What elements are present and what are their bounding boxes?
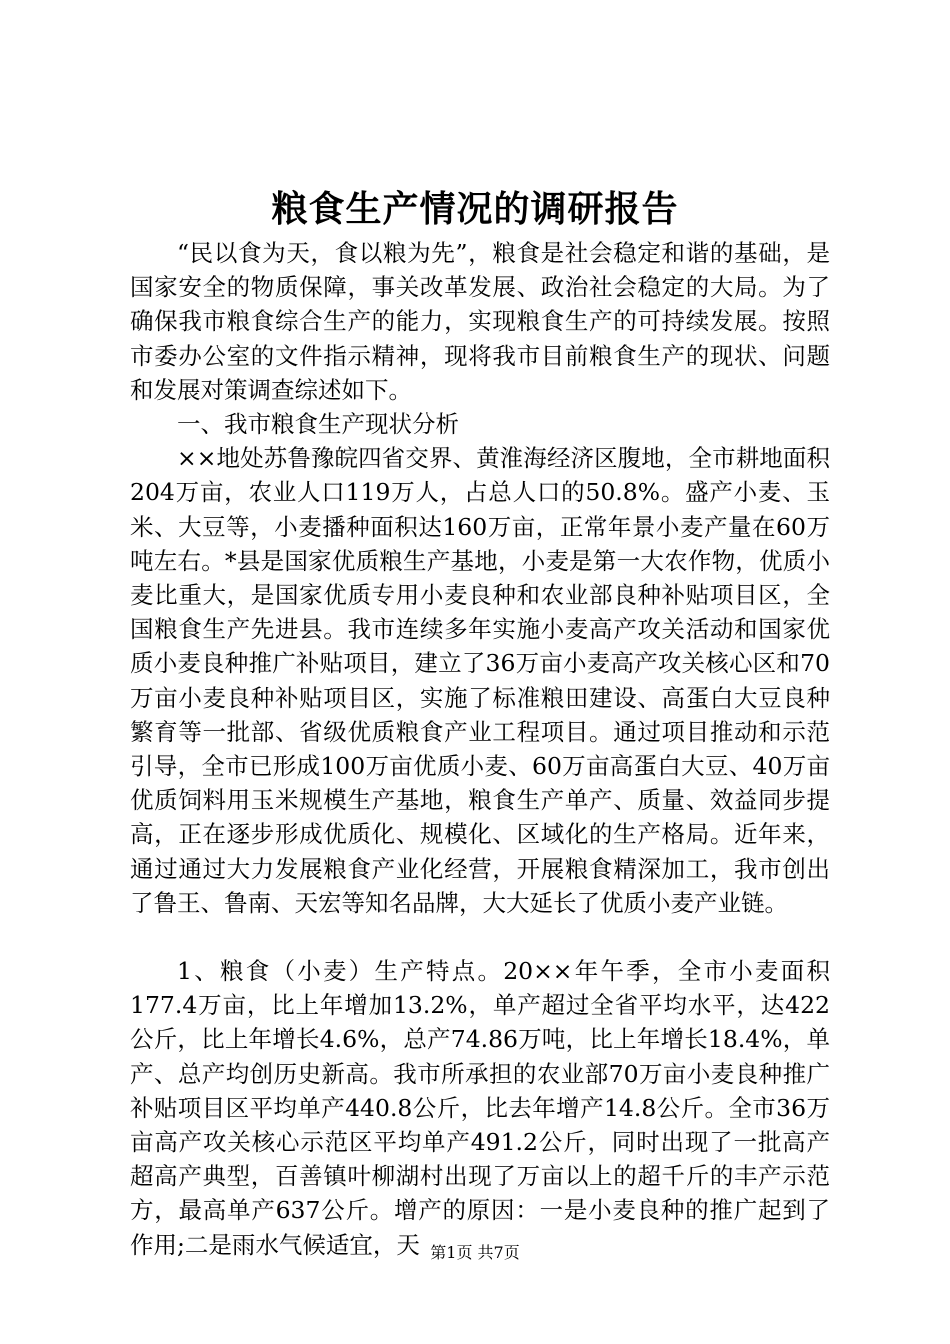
document-body [130, 236, 830, 1262]
section-heading: 一、我市粮食生产现状分析 [177, 410, 459, 439]
intro-paragraph: “民以食为天，食以粮为先”，粮食是社会稳定和谐的基础，是国家安全的物质保障，事关改革发展、政治社会稳定的大局。为了确保我市粮食综合生产的能力，实现粮食生产的可持续发展。按照市委办公室的文件指示精神，现将我市目前粮食生产的现状、问题和发展对策调查综述如下。 [130, 239, 830, 404]
paragraph-gap [130, 920, 830, 954]
status-paragraph: ××地处苏鲁豫皖四省交界、黄淮海经济区腹地，全市耕地面积204万亩，农业人口119万人，占总人口的50.8%。盛产小麦、玉米、大豆等，小麦播种面积达160万亩，正常年景小麦产量在60万吨左右。*县是国家优质粮生产基地，小麦是第一大农作物，优质小麦比重大，是国家优质专用小麦良种和农业部良种补贴项目区，全国粮食生产先进县。我市连续多年实施小麦高产攻关活动和国家优质小麦良种推广补贴项目，建立了36万亩小麦高产攻关核心区和70万亩小麦良种补贴项目区，实施了标准粮田建设、高蛋白大豆良种繁育等一批部、省级优质粮食产业工程项目。通过项目推动和示范引导，全市已形成100万亩优质小麦、60万亩高蛋白大豆、40万亩优质饲料用玉米规模生产基地，粮食生产单产、质量、效益同步提高，正在逐步形成优质化、规模化、区域化的生产格局。近年来，通过通过大力发展粮食产业化经营，开展粮食精深加工，我市创出了鲁王、鲁南、天宏等知名品牌，大大延长了优质小麦产业链。 [130, 444, 830, 917]
page-footer: 第1页 共7页 [430, 1243, 520, 1262]
production-features-paragraph: 1、粮食（小麦）生产特点。20××年午季，全市小麦面积177.4万亩，比上年增加13.2%，单产超过全省平均水平，达422公斤，比上年增长4.6%，总产74.86万吨，比上年增长18.4%，单产、总产均创历史新高。我市所承担的农业部70万亩小麦良种推广补贴项目区平均单产440.8公斤，比去年增产14.8公斤。全市36万亩高产攻关核心示范区平均单产491.2公斤，同时出现了一批高产超高产典型，百善镇叶柳湖村出现了万亩以上的超千斤的丰产示范方，最高单产637公斤。增产的原因：一是小麦良种的推广起到了作用;二是雨水气候适宜，天 [130, 957, 830, 1259]
document-title: 粮食生产情况的调研报告 [271, 189, 679, 230]
